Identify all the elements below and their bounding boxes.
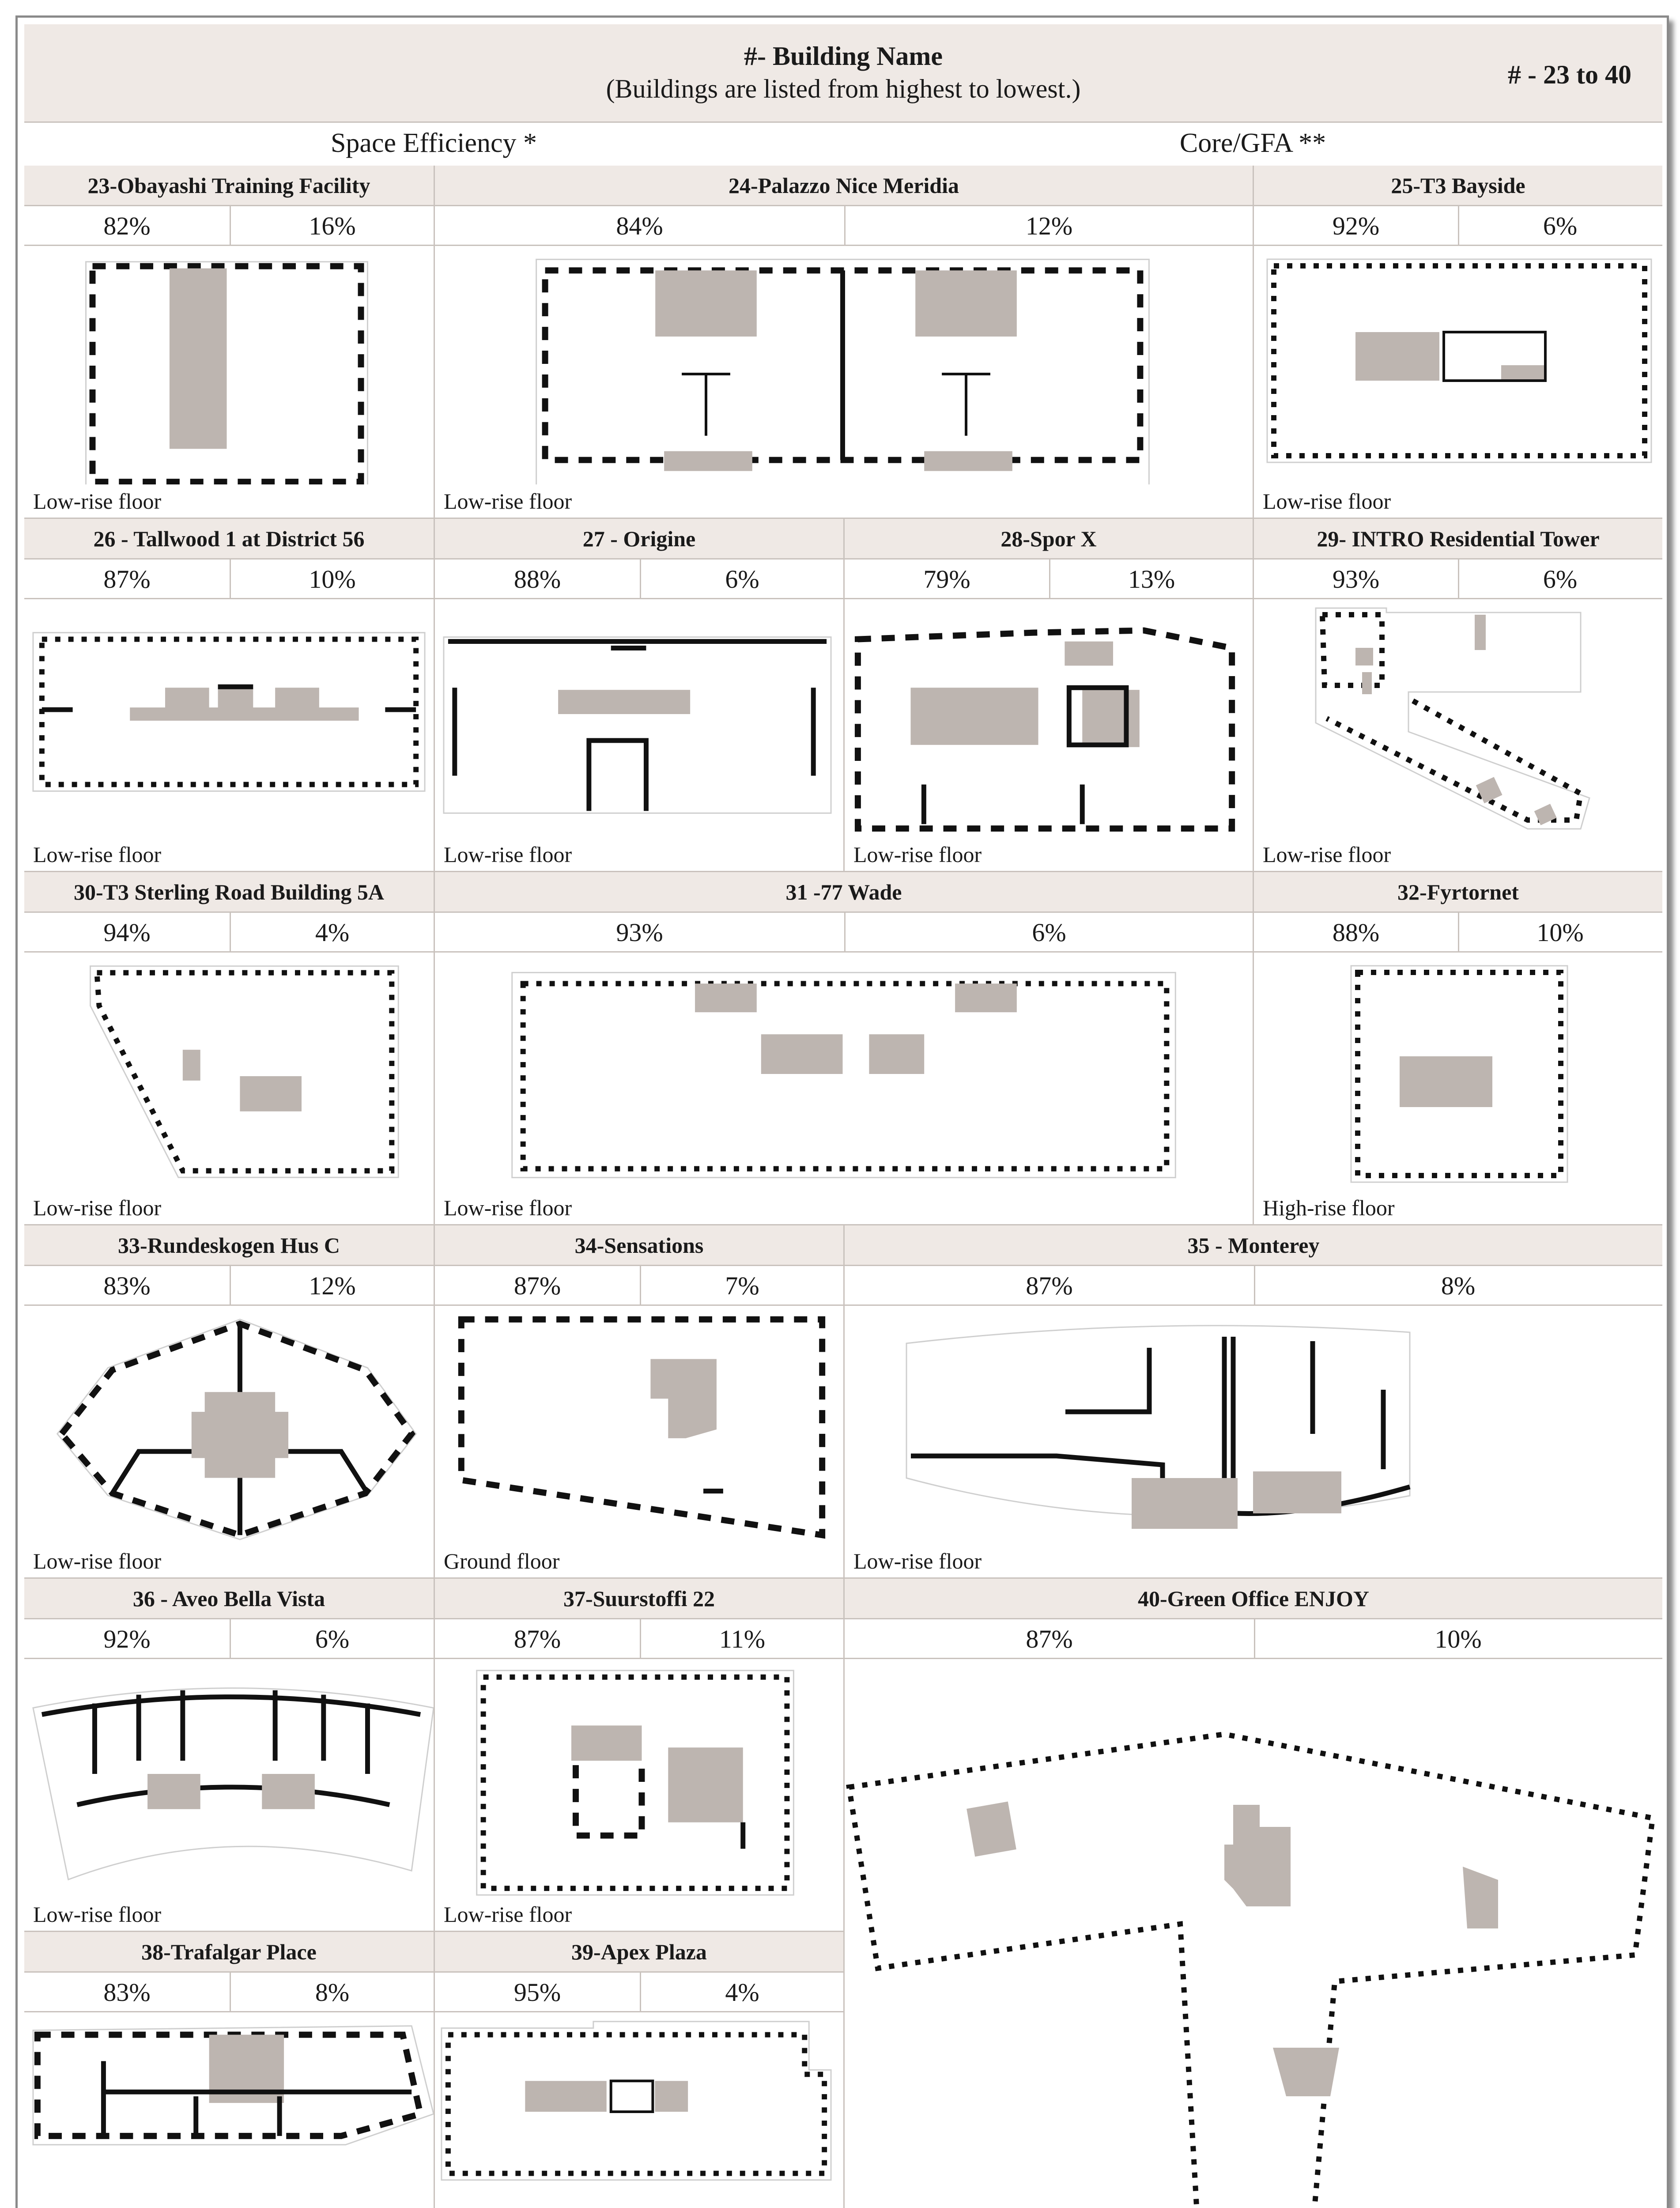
header-subtitle: (Buildings are listed from highest to lowest.): [606, 74, 1081, 103]
building-title: 37-Suurstoffi 22: [435, 1579, 843, 1619]
space-efficiency-value: 87%: [513, 1271, 561, 1300]
space-efficiency-heading: Space Efficiency *: [330, 128, 537, 158]
building-title: 39-Apex Plaza: [435, 1932, 843, 1973]
building-card: [845, 1225, 1662, 1579]
core-gfa-value: 16%: [309, 212, 356, 240]
ratio-row: [24, 560, 434, 599]
building-title: 38-Trafalgar Place: [24, 1932, 434, 1973]
floor-label: High-rise floor: [1263, 1195, 1395, 1220]
space-efficiency-value: 88%: [1332, 918, 1380, 947]
floor-plan: [24, 246, 434, 484]
floor-plan: [845, 1659, 1662, 2208]
page-frame: [15, 15, 1669, 2208]
building-card: [435, 872, 1254, 1225]
building-card: [24, 1579, 435, 1932]
building-card: [435, 1225, 845, 1579]
core-gfa-value: 10%: [1435, 1625, 1482, 1653]
ratio-row: [1254, 206, 1662, 246]
building-card: [24, 1225, 435, 1579]
floor-label: Low-rise floor: [853, 1549, 982, 1573]
floor-plan: [1254, 246, 1662, 484]
floor-plan: [845, 599, 1253, 838]
ratio-row: [845, 1266, 1662, 1306]
building-card: [1254, 166, 1662, 519]
floor-label: Low-rise floor: [444, 1902, 572, 1927]
ratio-row: [435, 1266, 843, 1306]
core-gfa-value: 6%: [1543, 565, 1578, 594]
floor-plan: [1254, 953, 1662, 1191]
table-header: [24, 24, 1662, 123]
ratio-row: [435, 206, 1253, 246]
space-efficiency-value: 82%: [103, 212, 151, 240]
floor-plan: [24, 599, 434, 838]
space-efficiency-value: 83%: [103, 1978, 151, 2007]
floor-label: Low-rise floor: [444, 1195, 572, 1220]
floor-label: Ground floor: [444, 1549, 560, 1573]
space-efficiency-value: 83%: [103, 1271, 151, 1300]
ratio-row: [24, 1973, 434, 2012]
core-gfa-value: 11%: [719, 1625, 766, 1653]
ratio-row: [435, 1973, 843, 2012]
building-title: 23-Obayashi Training Facility: [24, 166, 434, 206]
ratio-row: [845, 560, 1253, 599]
ratio-row: [435, 1619, 843, 1659]
header-title: #- Building Name: [744, 42, 943, 71]
space-efficiency-value: 93%: [616, 918, 663, 947]
building-card: [24, 166, 435, 519]
building-card: [24, 519, 435, 872]
space-efficiency-value: 84%: [616, 212, 663, 240]
space-efficiency-value: 87%: [513, 1625, 561, 1653]
building-card: [1254, 872, 1662, 1225]
floor-plan: [435, 246, 1253, 484]
building-card: [24, 872, 435, 1225]
space-efficiency-value: 87%: [1026, 1625, 1073, 1653]
building-title: 33-Rundeskogen Hus C: [24, 1225, 434, 1266]
core-gfa-value: 13%: [1128, 565, 1175, 594]
building-title: 35 - Monterey: [845, 1225, 1662, 1266]
core-gfa-value: 6%: [1543, 212, 1578, 240]
building-card: [435, 1932, 845, 2208]
floor-plan: [435, 1306, 843, 1544]
core-gfa-heading: Core/GFA **: [1179, 128, 1326, 158]
floor-plan: [24, 2012, 434, 2208]
floor-label: Low-rise floor: [1263, 489, 1391, 514]
space-efficiency-value: 79%: [923, 565, 970, 594]
core-gfa-value: 10%: [309, 565, 356, 594]
core-gfa-value: 12%: [309, 1271, 356, 1300]
ratio-row: [24, 1619, 434, 1659]
building-title: 28-Spor X: [845, 519, 1253, 560]
floor-plan: [435, 2012, 843, 2208]
floor-plan: [24, 1306, 434, 1544]
floor-plan: [435, 599, 843, 838]
floor-plan: [435, 1659, 843, 1898]
core-gfa-value: 8%: [315, 1978, 350, 2007]
floor-plan: [845, 1306, 1662, 1544]
building-card: [845, 1579, 1662, 2208]
core-gfa-value: 4%: [725, 1978, 759, 2007]
space-efficiency-value: 95%: [513, 1978, 561, 2007]
header-range: # - 23 to 40: [1508, 60, 1631, 89]
building-title: 32-Fyrtornet: [1254, 872, 1662, 913]
building-title: 25-T3 Bayside: [1254, 166, 1662, 206]
space-efficiency-value: 94%: [103, 918, 151, 947]
building-card: [435, 166, 1254, 519]
building-card: [845, 519, 1254, 872]
space-efficiency-value: 88%: [513, 565, 561, 594]
building-title: 36 - Aveo Bella Vista: [24, 1579, 434, 1619]
core-gfa-value: 10%: [1537, 918, 1584, 947]
ratio-row: [24, 206, 434, 246]
space-efficiency-value: 87%: [1026, 1271, 1073, 1300]
ratio-row: [1254, 560, 1662, 599]
floor-label: Low-rise floor: [33, 842, 162, 867]
space-efficiency-value: 93%: [1332, 565, 1380, 594]
ratio-row: [435, 913, 1253, 953]
core-gfa-value: 7%: [725, 1271, 759, 1300]
core-gfa-value: 6%: [315, 1625, 350, 1653]
building-title: 29- INTRO Residential Tower: [1254, 519, 1662, 560]
floor-plan: [24, 953, 434, 1191]
floor-label: Low-rise floor: [853, 842, 982, 867]
floor-plan: [1254, 599, 1662, 838]
ratio-row: [845, 1619, 1662, 1659]
column-subheader: [24, 121, 1662, 167]
floor-label: Low-rise floor: [33, 1195, 162, 1220]
building-card: [24, 1932, 435, 2208]
ratio-row: [1254, 913, 1662, 953]
space-efficiency-value: 92%: [1332, 212, 1380, 240]
floor-plan: [24, 1659, 434, 1898]
floor-label: Low-rise floor: [444, 842, 572, 867]
floor-label: Low-rise floor: [33, 1902, 162, 1927]
building-title: 40-Green Office ENJOY: [845, 1579, 1662, 1619]
building-card: [1254, 519, 1662, 872]
floor-label: Low-rise floor: [444, 489, 572, 514]
building-card: [435, 519, 845, 872]
floor-plan: [435, 953, 1253, 1191]
core-gfa-value: 8%: [1441, 1271, 1476, 1300]
space-efficiency-value: 92%: [103, 1625, 151, 1653]
building-title: 34-Sensations: [435, 1225, 843, 1266]
space-efficiency-value: 87%: [103, 565, 151, 594]
core-gfa-value: 6%: [1032, 918, 1066, 947]
core-gfa-value: 6%: [725, 565, 759, 594]
ratio-row: [435, 560, 843, 599]
core-gfa-value: 12%: [1025, 212, 1073, 240]
building-title: 31 -77 Wade: [435, 872, 1253, 913]
core-gfa-value: 4%: [315, 918, 350, 947]
building-card: [435, 1579, 845, 1932]
floor-label: Low-rise floor: [33, 489, 162, 514]
building-title: 30-T3 Sterling Road Building 5A: [24, 872, 434, 913]
floor-label: Low-rise floor: [1263, 842, 1391, 867]
building-title: 27 - Origine: [435, 519, 843, 560]
building-title: 24-Palazzo Nice Meridia: [435, 166, 1253, 206]
ratio-row: [24, 913, 434, 953]
building-title: 26 - Tallwood 1 at District 56: [24, 519, 434, 560]
floor-label: Low-rise floor: [33, 1549, 162, 1573]
ratio-row: [24, 1266, 434, 1306]
